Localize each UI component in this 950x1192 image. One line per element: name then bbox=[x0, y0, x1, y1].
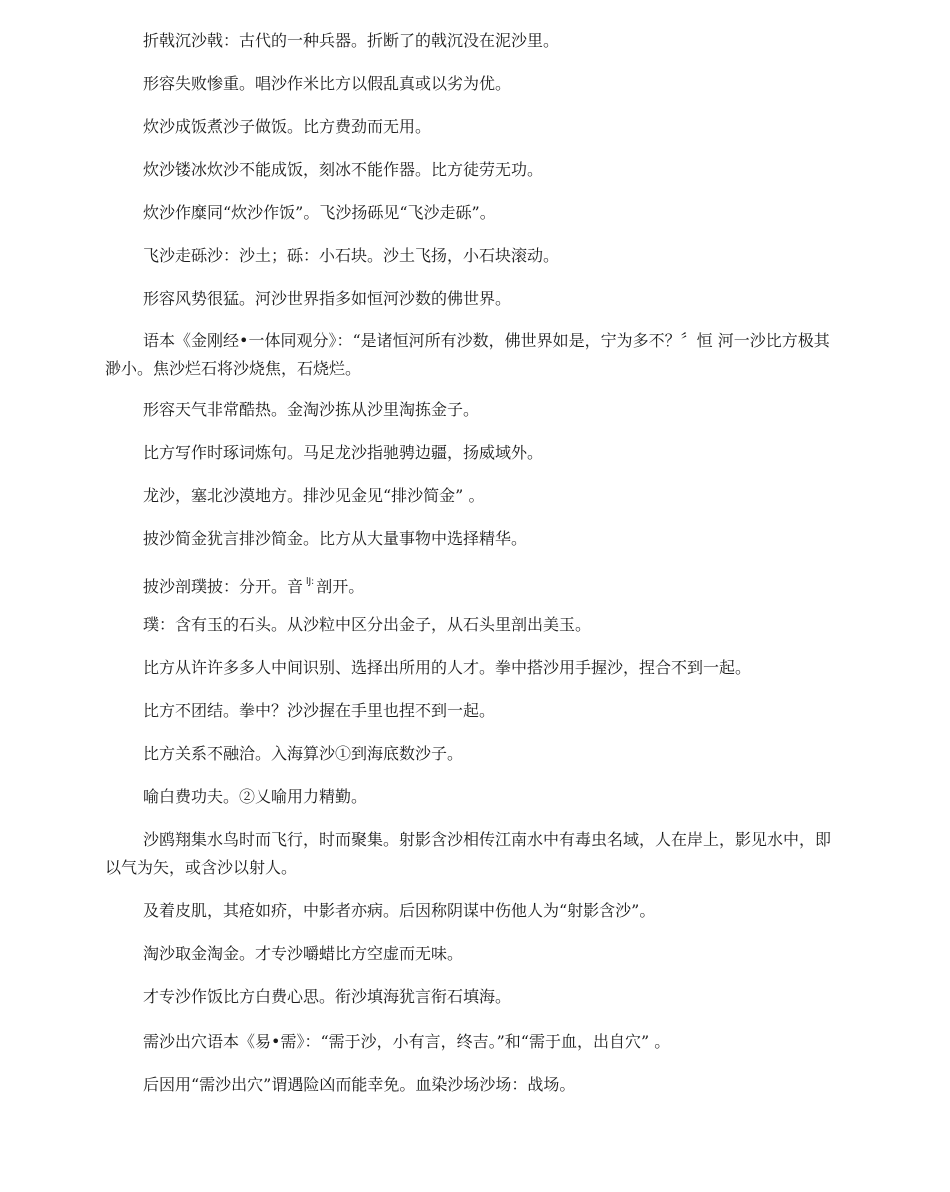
paragraph-13-text-before: 披沙剖璞披：分开。音 bbox=[143, 577, 304, 596]
paragraph-14: 璞：含有玉的石头。从沙粒中区分出金子，从石头里剖出美玉。 bbox=[143, 615, 592, 634]
paragraph-17: 比方关系不融洽。入海算沙①到海底数沙子。 bbox=[143, 744, 464, 763]
paragraph-4: 炊沙镂冰炊沙不能成饭，刻冰不能作器。比方徒劳无功。 bbox=[143, 160, 544, 179]
paragraph-21: 淘沙取金淘金。才专沙嚼蜡比方空虚而无味。 bbox=[143, 944, 464, 963]
paragraph-22: 才专沙作饭比方白费心思。衔沙填海犹言衔石填海。 bbox=[143, 987, 512, 1006]
paragraph-20: 及着皮肌，其疮如疥，中影者亦病。后因称阴谋中伤他人为“射影含沙”。 bbox=[143, 901, 656, 920]
paragraph-13-text-after: 剖开。 bbox=[316, 577, 365, 596]
paragraph-2: 形容失败惨重。唱沙作米比方以假乱真或以劣为优。 bbox=[143, 74, 512, 93]
paragraph-18: 喻白费功夫。②乂喻用力精勤。 bbox=[143, 787, 368, 806]
paragraph-3: 炊沙成饭煮沙子做饭。比方费劲而无用。 bbox=[143, 117, 432, 136]
paragraph-23: 需沙出穴语本《易•需》：“需于沙，小有言，终吉。”和“需于血，出自穴” 。 bbox=[143, 1032, 671, 1051]
paragraph-15: 比方从许许多多人中间识别、选择出所用的人才。拳中搭沙用手握沙，捏合不到一起。 bbox=[143, 658, 752, 677]
paragraph-6: 飞沙走砾沙：沙土；砾：小石块。沙土飞扬，小石块滚动。 bbox=[143, 246, 560, 265]
pronunciation-mark: lJ: bbox=[306, 577, 315, 587]
paragraph-24: 后因用“需沙出穴”谓遇险凶而能幸免。血染沙场沙场：战场。 bbox=[143, 1075, 576, 1094]
paragraph-9: 形容天气非常酷热。金淘沙拣从沙里淘拣金子。 bbox=[143, 400, 480, 419]
paragraph-19: 沙鸥翔集水鸟时而飞行，时而聚集。射影含沙相传江南水中有毒虫名域，人在岸上，影见水中，即以气为矢，或含沙以射人。 bbox=[105, 830, 832, 877]
paragraph-8: 语本《金刚经•一体同观分》：“是诸恒河所有沙数，佛世界如是，宁为多不？〞恒 河一沙比方极其渺小。焦沙烂石将沙烧焦，石烧烂。 bbox=[105, 331, 830, 378]
paragraph-5: 炊沙作糜同“炊沙作饭”。飞沙扬砾见“飞沙走砾”。 bbox=[143, 203, 496, 222]
paragraph-16: 比方不团结。拳中？沙沙握在手里也捏不到一起。 bbox=[143, 701, 496, 720]
paragraph-13 bbox=[105, 568, 840, 601]
paragraph-11: 龙沙，塞北沙漠地方。排沙见金见“排沙简金” 。 bbox=[143, 486, 485, 505]
paragraph-1: 折戟沉沙戟：古代的一种兵器。折断了的戟沉没在泥沙里。 bbox=[143, 31, 560, 50]
paragraph-10: 比方写作时琢词炼句。马足龙沙指驰骋边疆，扬威域外。 bbox=[143, 443, 544, 462]
paragraph-7: 形容风势很猛。河沙世界指多如恒河沙数的佛世界。 bbox=[143, 289, 512, 308]
paragraph-12: 披沙简金犹言排沙简金。比方从大量事物中选择精华。 bbox=[143, 529, 528, 548]
